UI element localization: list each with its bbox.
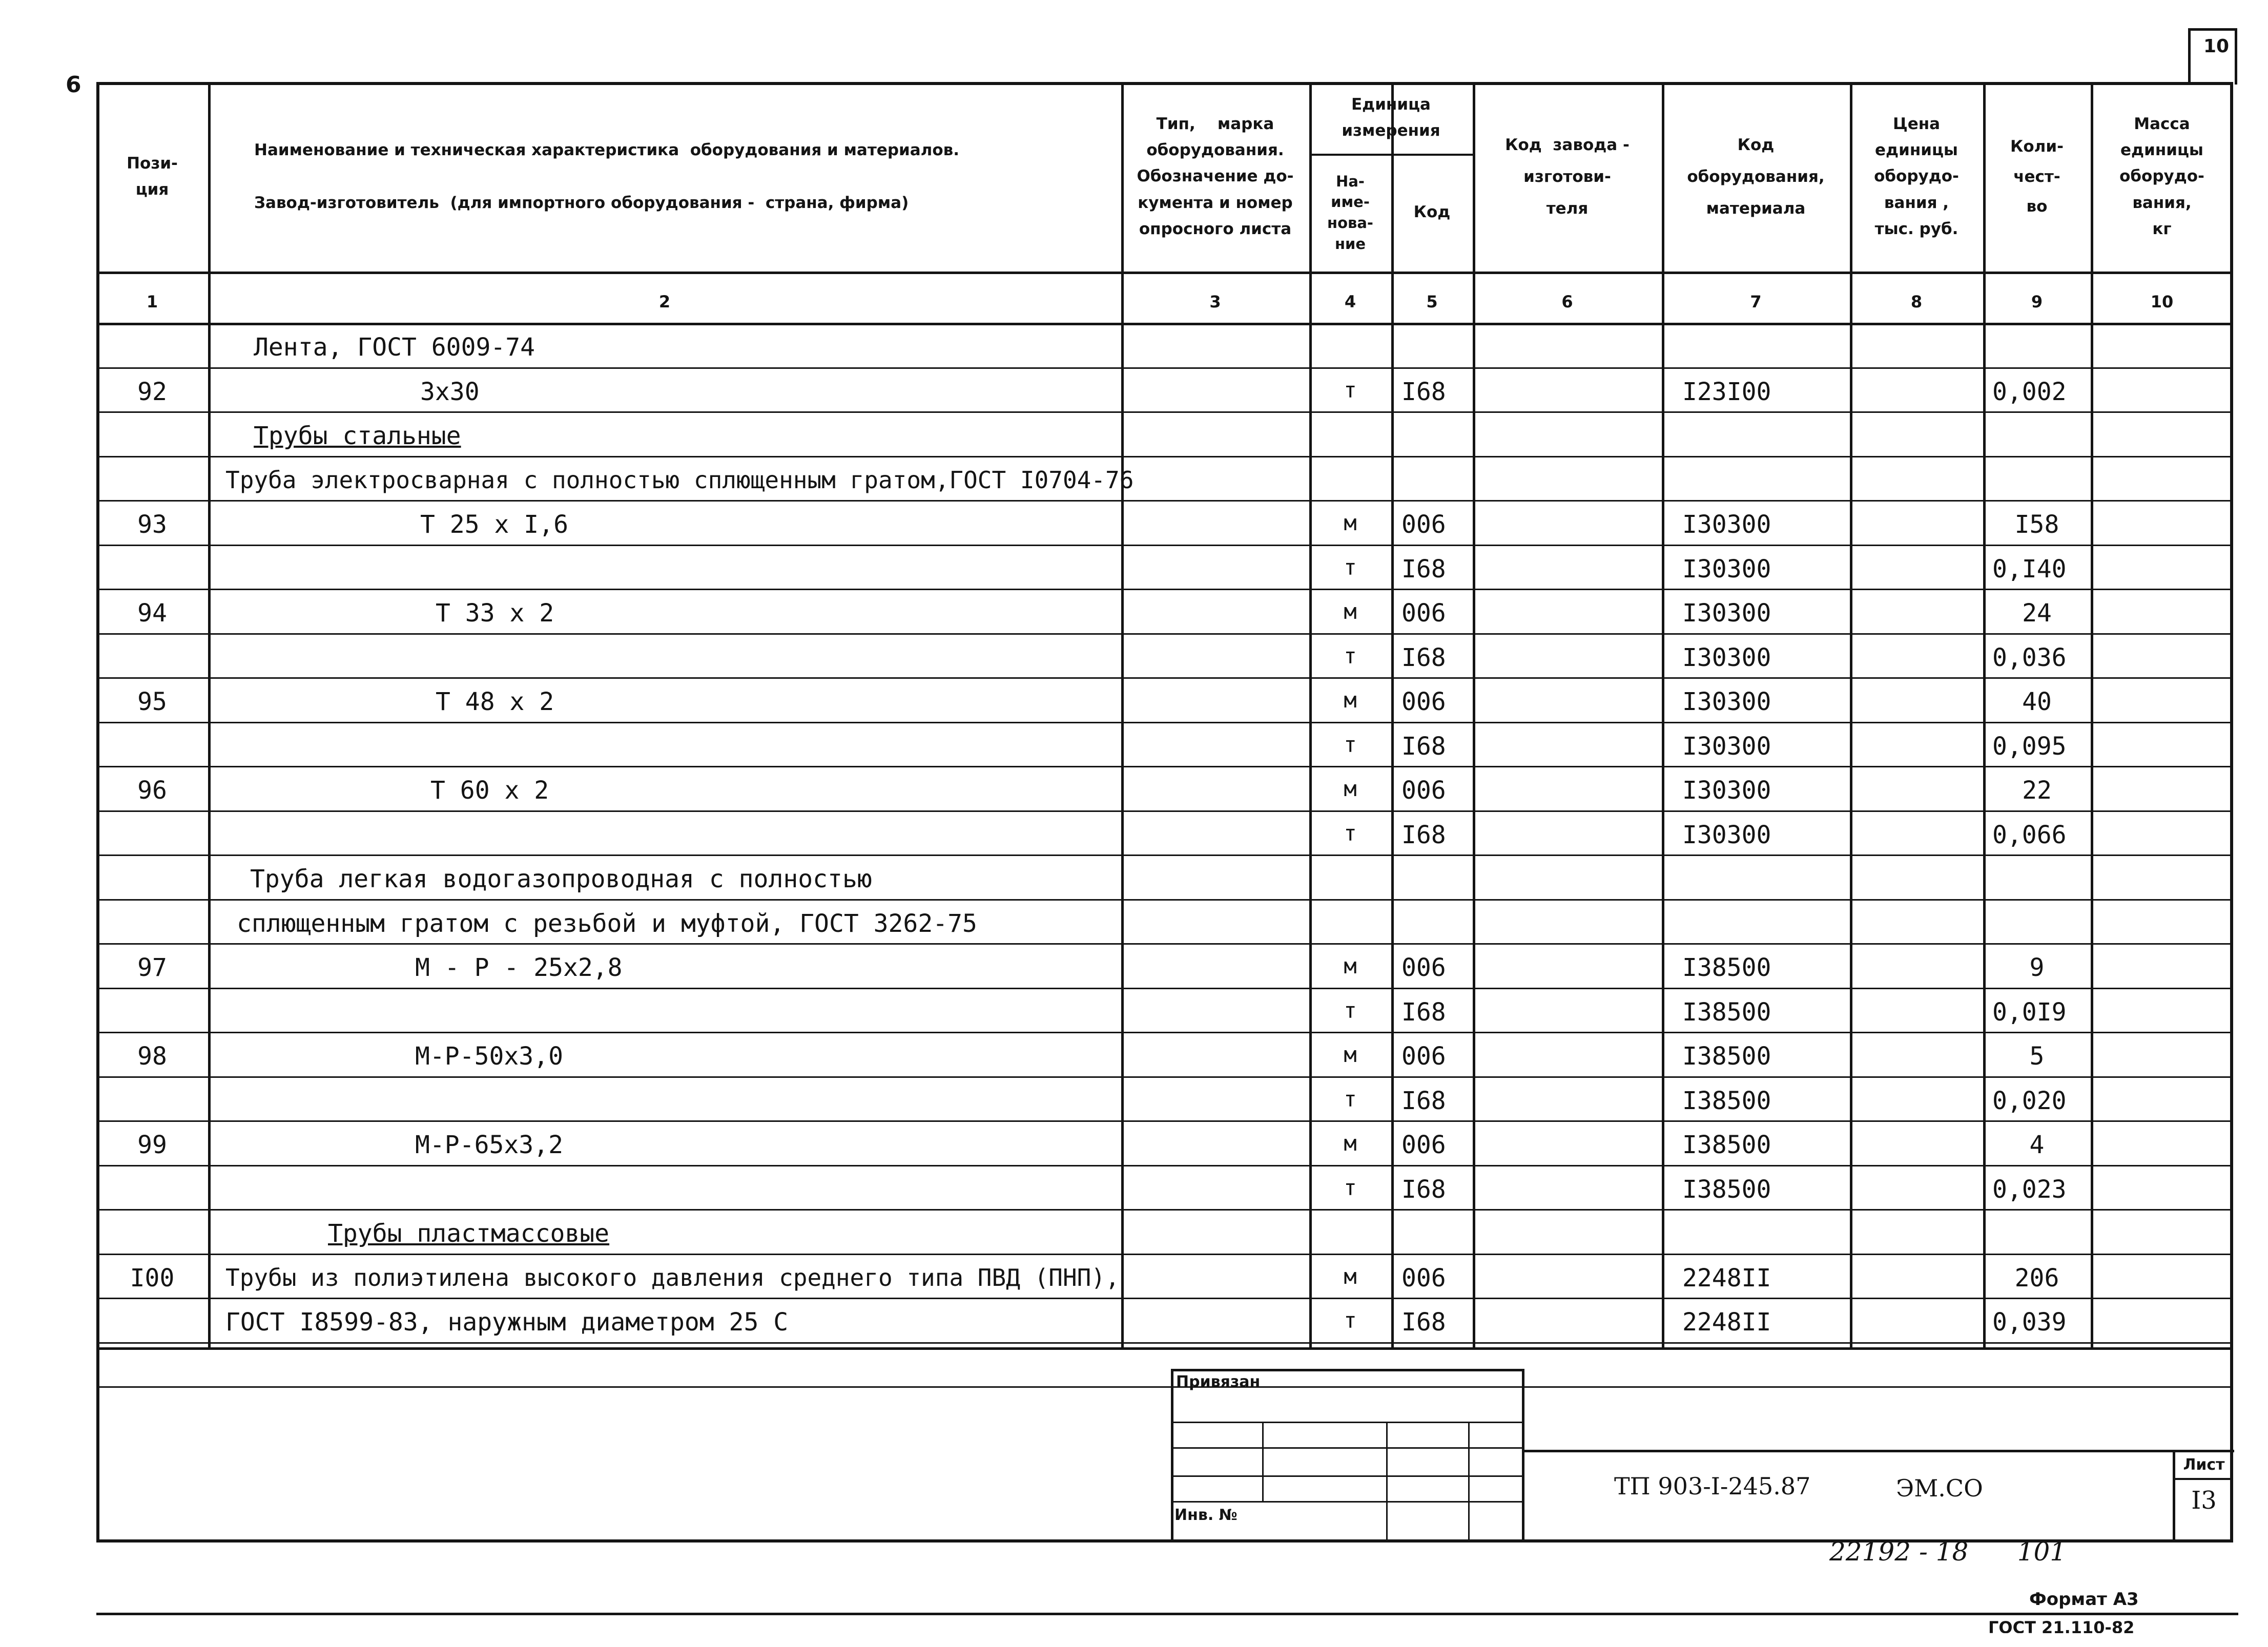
column-number-7: 7 xyxy=(1750,292,1762,311)
row-unit-code: I68 xyxy=(1401,1087,1446,1115)
row-quantity: 0,020 xyxy=(1992,1087,2067,1115)
column-number-4: 4 xyxy=(1344,292,1356,311)
row-unit-code: I68 xyxy=(1401,555,1446,583)
row-material-code: I23I00 xyxy=(1682,378,1771,406)
row-quantity: 40 xyxy=(2022,687,2052,716)
row-unit-code: 006 xyxy=(1401,953,1446,982)
row-material-code: I38500 xyxy=(1682,1087,1771,1115)
row-position: 92 xyxy=(137,378,167,406)
column-number-5: 5 xyxy=(1426,292,1438,311)
stamp-top xyxy=(1171,1369,1524,1371)
stamp-privyazan-label: Привязан xyxy=(1176,1373,1261,1391)
sheet-label: Лист xyxy=(2183,1456,2225,1474)
row-name: Трубы стальные xyxy=(254,422,461,450)
row-line xyxy=(96,899,2233,901)
row-position: 98 xyxy=(137,1042,167,1071)
row-unit: м xyxy=(1344,1131,1357,1156)
row-unit: м xyxy=(1344,776,1357,801)
row-name: Т 48 х 2 xyxy=(436,687,554,716)
row-unit: м xyxy=(1344,687,1357,713)
row-quantity: 5 xyxy=(2029,1042,2045,1071)
row-quantity: 206 xyxy=(2014,1264,2059,1292)
row-line xyxy=(96,722,2233,723)
row-name: Т 25 х I,6 xyxy=(420,510,568,539)
row-quantity: 0,039 xyxy=(1992,1308,2067,1337)
row-unit: т xyxy=(1344,1087,1357,1112)
row-line xyxy=(96,1254,2233,1255)
stamp-col-line xyxy=(1386,1422,1388,1539)
row-line xyxy=(96,766,2233,767)
row-position: 95 xyxy=(137,687,167,716)
stamp-row-line xyxy=(1171,1447,1524,1449)
row-unit-code: I68 xyxy=(1401,998,1446,1027)
column-number-1: 1 xyxy=(146,292,158,311)
row-material-code: I30300 xyxy=(1682,599,1771,628)
column-line xyxy=(1473,82,1475,1347)
header-position: Пози- ция xyxy=(127,154,178,199)
gost-label: ГОСТ 21.110-82 xyxy=(1988,1618,2135,1633)
row-position: 96 xyxy=(137,776,167,805)
row-material-code: I30300 xyxy=(1682,643,1771,672)
row-line xyxy=(96,633,2233,635)
row-unit-code: 006 xyxy=(1401,1042,1446,1071)
sheet-box-split xyxy=(2173,1478,2233,1480)
row-line xyxy=(96,1209,2233,1211)
row-line xyxy=(96,411,2233,413)
row-quantity: 22 xyxy=(2022,776,2052,805)
sheet-number-right: 10 xyxy=(2203,36,2230,57)
row-unit: т xyxy=(1344,643,1357,669)
stamp-right xyxy=(1522,1369,1524,1539)
row-name: сплющенным гратом с резьбой и муфтой, ГОСТ 3262-75 xyxy=(237,909,977,938)
row-line xyxy=(96,854,2233,856)
row-unit-code: I68 xyxy=(1401,1175,1446,1204)
row-quantity: 0,095 xyxy=(1992,732,2067,761)
row-position: 99 xyxy=(137,1131,167,1159)
row-material-code: I38500 xyxy=(1682,1175,1771,1204)
row-unit-code: I68 xyxy=(1401,378,1446,406)
header-mass: Масса единицы оборудо- вания, кг xyxy=(2119,115,2204,238)
header-factory-code: Код завода - изготови- теля xyxy=(1505,136,1630,218)
row-name: М-Р-50х3,0 xyxy=(415,1042,563,1071)
row-name: Трубы пластмассовые xyxy=(328,1219,610,1248)
stamp-col-line xyxy=(1262,1422,1264,1501)
column-line xyxy=(208,82,211,1347)
column-number-9: 9 xyxy=(2031,292,2043,311)
header-equipment-code: Код оборудования, материала xyxy=(1687,136,1825,218)
row-material-code: I38500 xyxy=(1682,953,1771,982)
header-bottom-line xyxy=(96,272,2233,274)
row-quantity: 0,I40 xyxy=(1992,555,2067,583)
row-line xyxy=(96,1120,2233,1122)
row-name: Трубы из полиэтилена высокого давления среднего типа ПВД (ПНП), xyxy=(225,1264,1120,1291)
row-name: Труба электросварная с полностью сплющенным гратом,ГОСТ I0704-76 xyxy=(225,466,1134,494)
row-quantity: 0,066 xyxy=(1992,821,2067,849)
row-quantity: 0,0I9 xyxy=(1992,998,2067,1027)
table-bottom-line xyxy=(96,1347,2233,1350)
column-number-3: 3 xyxy=(1209,292,1221,311)
header-unit-name: На- име- нова- ние xyxy=(1327,172,1373,253)
column-number-2: 2 xyxy=(658,292,671,311)
row-quantity: 4 xyxy=(2029,1131,2045,1159)
header-unit-code: Код xyxy=(1413,203,1451,222)
row-unit: т xyxy=(1344,378,1357,403)
row-name: М - Р - 25х2,8 xyxy=(415,953,623,982)
row-line xyxy=(96,677,2233,679)
row-line xyxy=(96,545,2233,546)
column-line xyxy=(1121,82,1124,1347)
row-unit: м xyxy=(1344,599,1357,624)
row-quantity: 0,002 xyxy=(1992,378,2067,406)
row-name: Т 60 х 2 xyxy=(430,776,549,805)
row-position: 94 xyxy=(137,599,167,628)
row-quantity: 0,023 xyxy=(1992,1175,2067,1204)
row-line xyxy=(96,988,2233,989)
row-unit-code: I68 xyxy=(1401,643,1446,672)
row-unit-code: I68 xyxy=(1401,1308,1446,1337)
format-label: Формат А3 xyxy=(2029,1589,2139,1610)
column-number-bottom-line xyxy=(96,323,2233,325)
row-line xyxy=(96,1298,2233,1299)
row-line xyxy=(96,1076,2233,1078)
header-type: Тип, марка оборудования. Обозначение до- кумента и номер опросного листа xyxy=(1137,115,1294,238)
row-line xyxy=(96,500,2233,502)
row-unit: т xyxy=(1344,998,1357,1023)
header-name: Наименование и техническая характеристика оборудования и материалов. Завод-изготовитель (для импортного оборудования - страна, фирма) xyxy=(254,141,960,212)
row-line xyxy=(96,367,2233,369)
row-line xyxy=(96,456,2233,457)
row-material-code: I30300 xyxy=(1682,510,1771,539)
row-unit: м xyxy=(1344,953,1357,978)
row-unit: т xyxy=(1344,1175,1357,1200)
row-quantity: 0,036 xyxy=(1992,643,2067,672)
row-unit-code: 006 xyxy=(1401,599,1446,628)
column-line xyxy=(2091,82,2093,1347)
column-number-10: 10 xyxy=(2150,292,2174,311)
row-material-code: I38500 xyxy=(1682,1042,1771,1071)
row-material-code: I30300 xyxy=(1682,821,1771,849)
row-unit: т xyxy=(1344,732,1357,757)
row-line xyxy=(96,1386,2233,1388)
row-unit-code: I68 xyxy=(1401,821,1446,849)
row-name: Т 33 х 2 xyxy=(436,599,554,628)
row-unit-code: 006 xyxy=(1401,510,1446,539)
row-unit: м xyxy=(1344,1264,1357,1289)
row-material-code: I38500 xyxy=(1682,998,1771,1027)
row-line xyxy=(96,1165,2233,1166)
stamp-row-line xyxy=(1171,1475,1524,1477)
row-material-code: I38500 xyxy=(1682,1131,1771,1159)
sheet-number-left: 6 xyxy=(66,72,81,98)
row-position: I00 xyxy=(130,1264,175,1292)
stamp-document-code: ТП 903-I-245.87 xyxy=(1614,1472,1811,1500)
column-line xyxy=(1391,82,1394,1347)
footer-line xyxy=(96,1613,2238,1615)
row-material-code: I30300 xyxy=(1682,687,1771,716)
row-material-code: 2248II xyxy=(1682,1264,1771,1292)
column-line xyxy=(1983,82,1986,1347)
row-line xyxy=(96,1342,2233,1344)
row-quantity: 24 xyxy=(2022,599,2052,628)
row-name: 3х30 xyxy=(420,378,480,406)
stamp-row-line xyxy=(1171,1501,1524,1503)
row-name: Труба легкая водогазопроводная с полностью xyxy=(250,865,872,893)
row-name: М-Р-65х3,2 xyxy=(415,1131,563,1159)
column-line xyxy=(1850,82,1852,1347)
row-unit: т xyxy=(1344,1308,1357,1333)
row-unit: т xyxy=(1344,821,1357,846)
stamp-row-line xyxy=(1171,1422,1524,1423)
row-position: 97 xyxy=(137,953,167,982)
header-unit: Единица измерения xyxy=(1342,95,1440,140)
row-unit-code: 006 xyxy=(1401,1131,1446,1159)
row-material-code: I30300 xyxy=(1682,732,1771,761)
row-quantity: I58 xyxy=(2014,510,2059,539)
sheet-box-left xyxy=(2173,1450,2175,1539)
row-material-code: I30300 xyxy=(1682,555,1771,583)
row-name: ГОСТ I8599-83, наружным диаметром 25 С xyxy=(225,1308,789,1337)
header-quantity: Коли- чест- во xyxy=(2010,137,2064,216)
row-line xyxy=(96,943,2233,945)
stamp-col-line xyxy=(1468,1422,1470,1539)
header-price: Цена единицы оборудо- вания , тыс. руб. xyxy=(1874,115,1959,238)
row-line xyxy=(96,1032,2233,1033)
stamp-inv-label: Инв. № xyxy=(1174,1506,1238,1524)
row-name: Лента, ГОСТ 6009-74 xyxy=(254,333,535,362)
row-unit-code: 006 xyxy=(1401,687,1446,716)
column-line xyxy=(1662,82,1664,1347)
row-unit: м xyxy=(1344,510,1357,535)
row-unit-code: I68 xyxy=(1401,732,1446,761)
stamp-main-line xyxy=(1524,1450,2234,1452)
row-unit-code: 006 xyxy=(1401,776,1446,805)
row-unit-code: 006 xyxy=(1401,1264,1446,1292)
row-quantity: 9 xyxy=(2029,953,2045,982)
row-unit: т xyxy=(1344,555,1357,580)
stamp-left xyxy=(1171,1369,1173,1539)
footer-handwritten-number: 22192 - 18 101 xyxy=(1829,1537,2067,1567)
row-line xyxy=(96,589,2233,590)
column-number-6: 6 xyxy=(1561,292,1573,311)
row-material-code: 2248II xyxy=(1682,1308,1771,1337)
row-line xyxy=(96,810,2233,812)
row-position: 93 xyxy=(137,510,167,539)
column-number-8: 8 xyxy=(1910,292,1923,311)
sheet-number: I3 xyxy=(2191,1486,2217,1515)
stamp-mark: ЭМ.СО xyxy=(1896,1474,1983,1502)
row-material-code: I30300 xyxy=(1682,776,1771,805)
row-unit: м xyxy=(1344,1042,1357,1067)
